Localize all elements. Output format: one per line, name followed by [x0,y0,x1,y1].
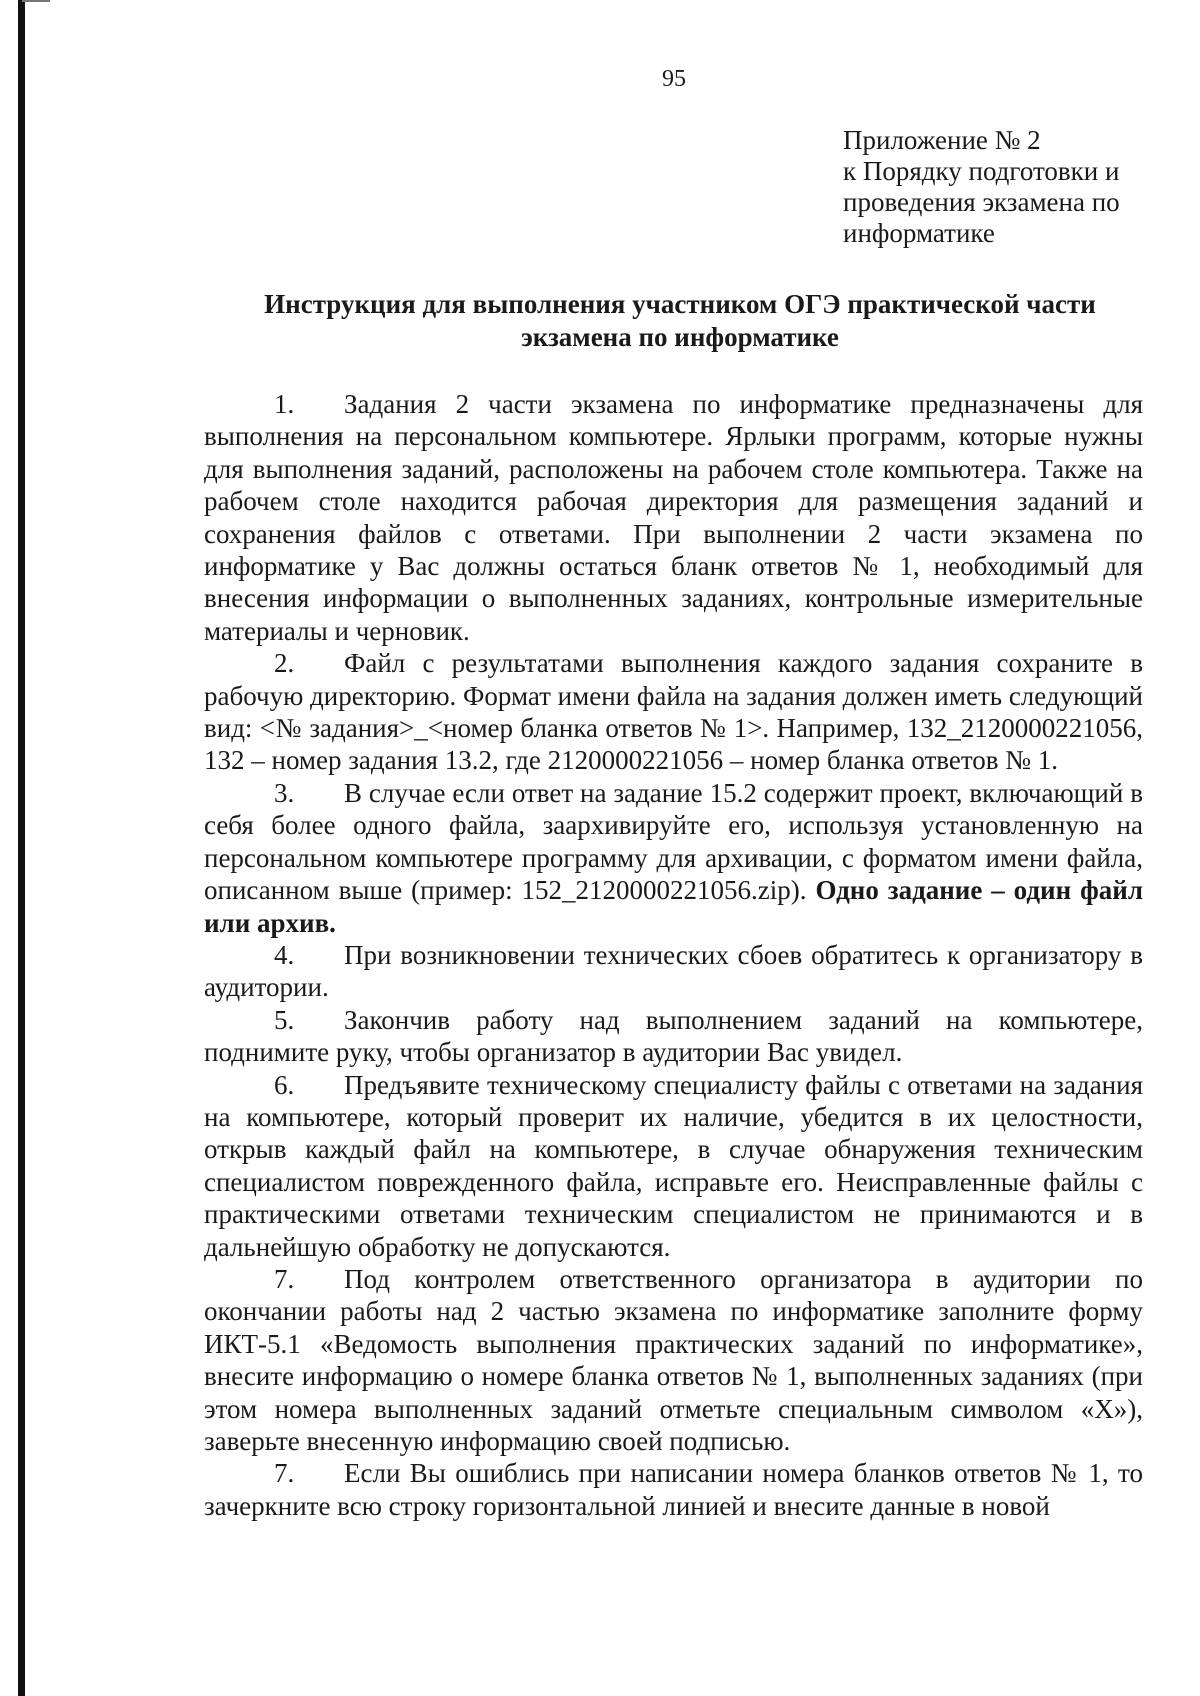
item-number: 7. [274,1263,295,1294]
scan-corner-mark [22,0,50,2]
instruction-list [204,388,1143,1522]
instruction-item-7b [204,1457,1143,1522]
title-line-1: Инструкция для выполнения участником ОГЭ практической части [264,289,1096,319]
appendix-line: к Порядку подготовки и [843,156,1120,186]
item-text: При возникновении технических сбоев обратитесь к организатору в аудитории. [204,939,1143,1003]
document-title [200,288,1160,354]
item-text: Задания 2 части экзамена по информатике предназначены для выполнения на персональном компьютере. Ярлыки программ, которые нужны для выполнения заданий, расположены на рабочем столе компьютера. Также на рабочем столе находится рабочая директория для размещения заданий и сохранения файлов с ответами. При выполнении 2 части экзамена по информатике у Вас должны остаться бланк ответов № 1, необходимый для внесения информации о выполненных заданиях, контрольные измерительные материалы и черновик. [204,389,1143,646]
item-number: 6. [274,1069,295,1100]
item-text: Файл с результатами выполнения каждого задания сохраните в рабочую директорию. Формат имени файла на задания должен иметь следующий вид: <№ задания>_<номер бланка ответов № 1>. Например, 132_2120000221056, 132 – номер задания 13.2, где 2120000221056 – номер бланка ответов № 1. [204,648,1144,776]
item-text: Предъявите техническому специалисту файлы с ответами на задания на компьютере, который проверит их наличие, убедится в их целостности, открыв каждый файл на компьютере, в случае обнаружения техническим специалистом поврежденного файла, исправьте его. Неисправленные файлы с практическими ответами техническим специалистом не принимаются и в дальнейшую обработку не допускаются. [204,1069,1143,1262]
instruction-item-2 [204,647,1143,777]
item-number: 2. [274,648,295,679]
item-text: Закончив работу над выполнением заданий на компьютере, поднимите руку, чтобы организатор в аудитории Вас увидел. [204,1004,1143,1068]
item-number: 4. [274,939,295,970]
item-text: В случае если ответ на задание 15.2 содержит проект, включающий в себя более одного файла, заархивируйте его, используя установленную на персональном компьютере программу для архивации, с форматом имени файла, описанном выше (пример: 152_2120000221056.zip). [204,777,1143,906]
item-number: 5. [274,1004,295,1035]
item-number: 7. [274,1458,295,1489]
item-text: Если Вы ошиблись при написании номера бланков ответов № 1, то зачеркните всю строку горизонтальной линией и внесите данные в новой [204,1458,1143,1521]
item-bold-note: Одно задание – один файл или архив. [204,875,1143,938]
instruction-item-6 [204,1069,1143,1263]
appendix-block [843,125,1183,249]
appendix-line: Приложение № 2 [843,125,1041,155]
instruction-item-3 [204,777,1143,939]
title-line-2: экзамена по информатике [521,322,839,352]
scan-edge-shadow [18,0,25,1696]
instruction-item-4 [204,939,1143,1004]
instruction-item-1 [204,388,1143,647]
item-number: 1. [274,389,295,419]
item-text: Под контролем ответственного организатора в аудитории по окончании работы над 2 частью экзамена по информатике заполните форму ИКТ-5.1 «Ведомость выполнения практических заданий по информатике», внесите информацию о номере бланка ответов № 1, выполненных заданиях (при этом номера выполненных заданий отметьте специальным символом «Х»), заверьте внесенную информацию своей подписью. [204,1263,1143,1456]
instruction-item-5 [204,1004,1143,1069]
instruction-item-7 [204,1263,1143,1457]
item-number: 3. [274,777,295,808]
appendix-line: проведения экзамена по [843,187,1120,217]
appendix-line: информатике [843,218,995,248]
page-number: 95 [662,66,686,92]
